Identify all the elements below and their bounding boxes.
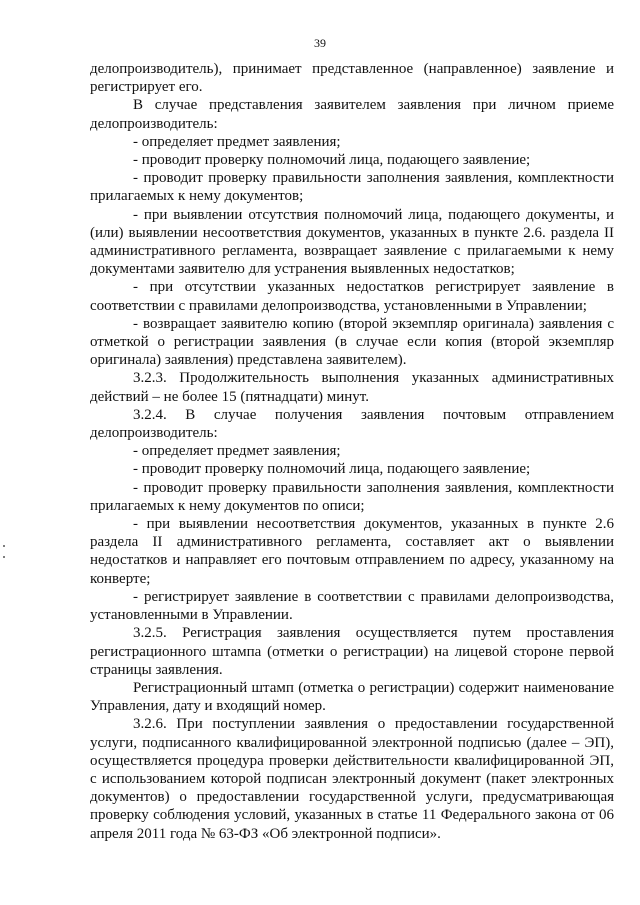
paragraph: - при выявлении отсутствия полномочий лица, подающего документы, и (или) выявлении несоответствия документов, указанных в пункте 2.6. раздела II административного регламента, возвращает заявление с прилагаемыми к нему документами заявителю для устранения выявленных недостатков; (90, 206, 614, 278)
page-number: 39 (314, 36, 326, 50)
paragraph: 3.2.6. При поступлении заявления о предоставлении государственной услуги, подписанного квалифицированной электронной подписью (далее – ЭП), осуществляется процедура проверки действительности квалифицированной ЭП, с использованием которой подписан электронный документ (пакет электронных документов) о предоставлении государственной услуги, предусматривающая проверку соблюдения условий, указанных в статье 11 Федерального закона от 06 апреля 2011 года № 63-ФЗ «Об электронной подписи». (90, 716, 614, 842)
paragraph: 3.2.5. Регистрация заявления осуществляется путем проставления регистрационного штампа (отметки о регистрации) на лицевой стороне первой страницы заявления. (90, 625, 614, 678)
paragraph: - проводит проверку полномочий лица, подающего заявление; (133, 152, 531, 169)
paragraph: - определяет предмет заявления; (133, 133, 341, 150)
paragraph: - проводит проверку правильности заполнения заявления, комплектности прилагаемых к нему документов по описи; (90, 479, 614, 514)
paragraph: В случае представления заявителем заявления при личном приеме делопроизводитель: (90, 97, 614, 132)
paragraph: - регистрирует заявление в соответствии с правилами делопроизводства, установленными в Управлении. (90, 588, 614, 624)
document-body (90, 60, 614, 843)
paragraph: - при отсутствии указанных недостатков регистрирует заявление в соответствии с правилами делопроизводства, установленными в Управлении; (90, 279, 614, 314)
paragraph: 3.2.4. В случае получения заявления почтовым отправлением делопроизводитель: (90, 406, 614, 442)
paragraph: - определяет предмет заявления; (133, 443, 341, 460)
paragraph: - возвращает заявителю копию (второй экземпляр оригинала) заявления с отметкой о регистрации заявления (в случае если копия (второй экземпляр оригинала) заявления) представлена заявителем). (90, 315, 614, 369)
paragraph: - проводит проверку полномочий лица, подающего заявление; (133, 461, 531, 478)
paragraph: 3.2.3. Продолжительность выполнения указанных административных действий – не более 15 (пятнадцати) минут. (90, 370, 614, 405)
paragraph: - при выявлении несоответствия документов, указанных в пункте 2.6 раздела II административного регламента, составляет акт о выявлении недостатков и направляет его почтовым отправлением по адресу, указанному на конверте; (90, 516, 614, 587)
paragraph: Регистрационный штамп (отметка о регистрации) содержит наименование Управления, дату и входящий номер. (90, 679, 614, 715)
scan-mark (3, 545, 5, 547)
paragraph: делопроизводитель), принимает представленное (направленное) заявление и регистрирует его. (90, 61, 614, 96)
scan-mark (3, 556, 5, 558)
paragraph: - проводит проверку правильности заполнения заявления, комплектности прилагаемых к нему документов; (90, 170, 614, 205)
